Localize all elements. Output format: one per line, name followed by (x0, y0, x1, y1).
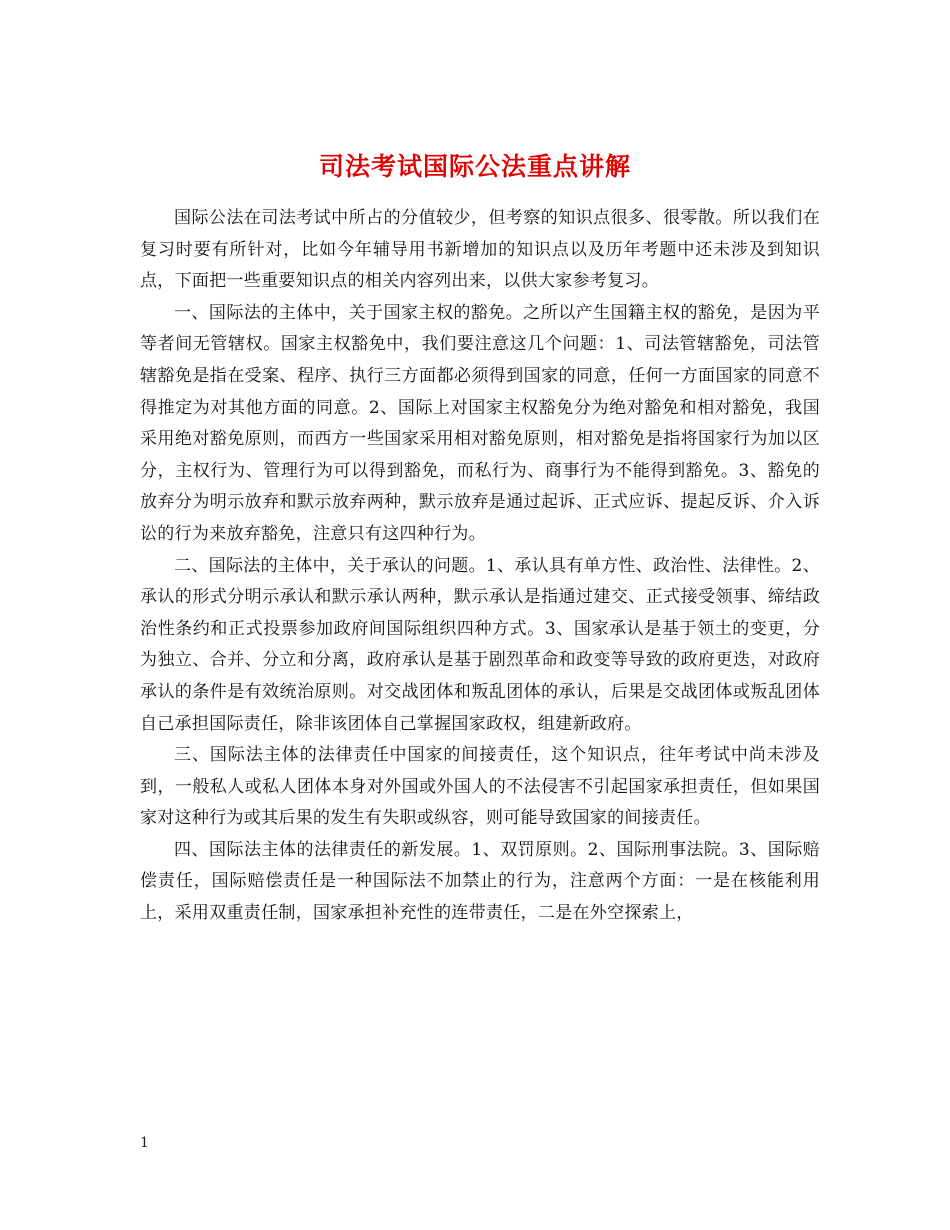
paragraph-recognition: 二、国际法的主体中，关于承认的问题。1、承认具有单方性、政治性、法律性。2、承认的形式分明示承认和默示承认两种，默示承认是指通过建交、正式接受领事、缔结政治性条约和正式投票参加政府间国际组织四种方式。3、国家承认是基于领土的变更，分为独立、合并、分立和分离，政府承认是基于剧烈革命和政变等导致的政府更迭，对政府承认的条件是有效统治原则。对交战团体和叛乱团体的承认，后果是交战团体或叛乱团体自己承担国际责任，除非该团体自己掌握国家政权，组建新政府。 (140, 555, 820, 734)
paragraph-indirect-responsibility: 三、国际法主体的法律责任中国家的间接责任，这个知识点，往年考试中尚未涉及到，一般私人或私人团体本身对外国或外国人的不法侵害不引起国家承担责任，但如果国家对这种行为或其后果的发生有失职或纵容，则可能导致国家的间接责任。 (140, 745, 820, 829)
page-number: 1 (140, 1135, 149, 1151)
paragraph-new-developments: 四、国际法主体的法律责任的新发展。1、双罚原则。2、国际刑事法院。3、国际赔偿责任，国际赔偿责任是一种国际法不加禁止的行为，注意两个方面：一是在核能利用上，采用双重责任制，国家承担补充性的连带责任，二是在外空探索上， (140, 839, 820, 924)
document-title: 司法考试国际公法重点讲解 (318, 151, 631, 181)
document-body (140, 203, 820, 930)
paragraph-sovereign-immunity: 一、国际法的主体中，关于国家主权的豁免。之所以产生国籍主权的豁免，是因为平等者间无管辖权。国家主权豁免中，我们要注意这几个问题：1、司法管辖豁免，司法管辖豁免是指在受案、程序、执行三方面都必须得到国家的同意，任何一方面国家的同意不得推定为对其他方面的同意。2、国际上对国家主权豁免分为绝对豁免和相对豁免，我国采用绝对豁免原则，而西方一些国家采用相对豁免原则，相对豁免是指将国家行为加以区分，主权行为、管理行为可以得到豁免，而私行为、商事行为不能得到豁免。3、豁免的放弃分为明示放弃和默示放弃两种，默示放弃是通过起诉、正式应诉、提起反诉、介入诉讼的行为来放弃豁免，注意只有这四种行为。 (140, 302, 820, 544)
paragraph-intro: 国际公法在司法考试中所占的分值较少，但考察的知识点很多、很零散。所以我们在复习时要有所针对，比如今年辅导用书新增加的知识点以及历年考题中还未涉及到知识点，下面把一些重要知识点的相关内容列出来，以供大家参考复习。 (140, 208, 820, 292)
